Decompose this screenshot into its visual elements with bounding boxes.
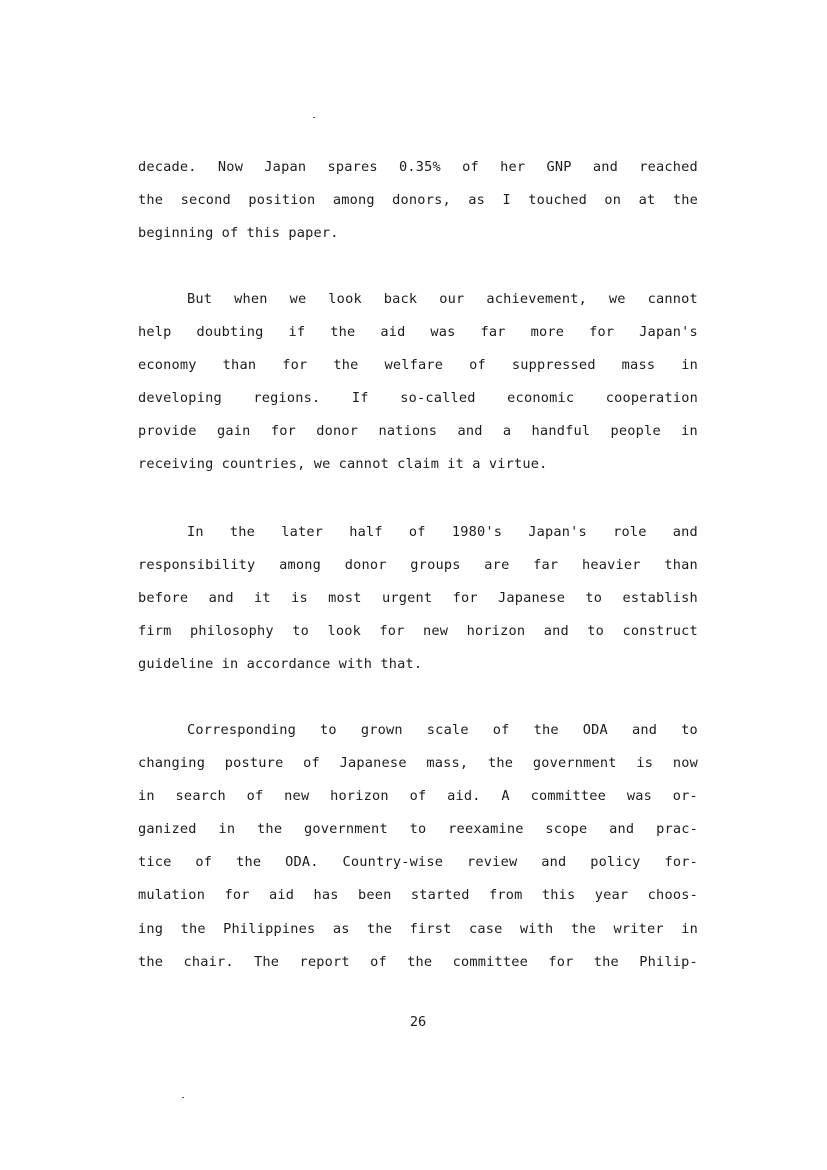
word: the [180,920,206,937]
word: and [592,159,619,175]
word: search [175,788,226,805]
word: countries, [221,456,306,473]
word: in [681,920,698,937]
word: choos- [647,887,698,904]
word: the [138,192,164,209]
word: firm [138,623,172,640]
word: to [681,722,698,738]
word: The [254,953,280,970]
word: than [222,357,257,374]
word: of [408,524,426,540]
word: started [410,887,470,904]
word: with [338,656,373,673]
word: doubting [196,324,264,341]
word: Now [217,159,244,175]
word: scope [545,821,588,838]
word: are [484,557,510,574]
word: on [604,192,622,209]
word: the [407,953,433,970]
word: the [333,357,359,374]
word: donors, [392,192,451,209]
paragraph-1 [138,151,698,250]
word: Corresponding [187,722,296,738]
word: handful [531,423,591,440]
word: tice [138,854,172,871]
word: to [292,623,310,640]
word: Japan [264,159,307,175]
word: for [548,953,574,970]
word: spares [327,159,378,175]
word: in [218,821,236,838]
word: ing [138,920,164,937]
word: reexamine [448,821,524,838]
text-line [138,913,698,946]
word: the [672,192,698,209]
word: second [180,192,231,209]
word: was [626,788,652,805]
word: people [610,423,661,440]
word: committee [452,953,529,970]
word: nations [378,423,438,440]
scan-speck-bottom [182,1097,184,1098]
text-line [138,217,698,250]
word: this [541,887,576,904]
text-line [138,316,698,349]
word: Japanese [498,590,566,607]
word: in [681,423,698,440]
word: achievement, [486,291,587,307]
word: horizon [330,788,389,805]
word: cannot [647,291,698,307]
text-line [138,151,698,184]
word: for [589,324,615,341]
word: for [452,590,478,607]
word: of [409,788,427,805]
word: 0.35% [398,159,441,175]
word: I [502,192,511,209]
word: A [501,788,510,805]
text-line [138,382,698,415]
word: far [533,557,559,574]
word: and [631,722,658,738]
word: now [672,755,698,772]
word: for [282,357,308,374]
word: touched [528,192,587,209]
word: half [349,524,383,540]
text-line [138,516,698,549]
word: of [303,755,320,772]
word: a [502,423,512,440]
word: and [208,590,234,607]
paragraph-3 [138,516,698,681]
word: been [357,887,392,904]
word: aid [380,324,406,341]
word: guideline [138,656,214,673]
word: year [594,887,629,904]
word: scale [426,722,469,738]
word: the [570,920,597,937]
word: is [636,755,654,772]
word: the [330,324,356,341]
word: mass [621,357,656,374]
word: the [367,920,393,937]
word: beginning [138,225,214,242]
text-line [138,448,698,481]
text-line [138,415,698,448]
word: and [543,623,569,640]
word: prac- [656,821,698,838]
word: receiving [138,456,214,473]
word: establish [622,590,698,607]
word: in [221,656,239,673]
word: before [138,590,189,607]
word: as [468,192,486,209]
text-line [138,946,698,979]
word: far [480,324,506,341]
word: economic [507,390,575,407]
word: or- [672,788,698,805]
word: for [224,887,250,904]
word: of [221,225,239,242]
word: we [608,291,626,307]
word: reached [639,159,698,175]
word: If [351,390,369,407]
word: But [187,291,213,307]
word: suppressed [511,357,596,374]
word: of [469,357,486,374]
word: to [320,722,337,738]
word: philosophy [189,623,274,640]
text-line [138,747,698,780]
word: new [422,623,449,640]
word: regions. [253,390,321,407]
word: so-called [400,390,476,407]
word: ODA [582,722,608,738]
word: new [284,788,310,805]
word: later [281,524,324,540]
word: GNP [546,159,572,175]
word: developing [138,390,222,407]
word: cooperation [605,390,698,407]
word: and [672,524,698,540]
text-line [138,184,698,217]
word: for- [664,854,698,871]
text-line [138,615,698,648]
word: of [195,854,213,871]
text-line [138,846,698,879]
word: in [681,357,698,374]
word: that. [380,656,423,673]
word: position [248,192,316,209]
text-line [138,549,698,582]
word: ganized [138,821,197,838]
word: horizon [466,623,526,640]
word: review [467,854,518,871]
text-line [138,349,698,382]
word: Philippines [223,920,316,937]
word: to [585,590,603,607]
word: heavier [581,557,641,574]
word: report [299,953,350,970]
word: from [488,887,523,904]
word: our [439,291,465,307]
text-line [138,879,698,912]
word: In [187,524,204,540]
word: it [447,456,465,473]
paragraph-4 [138,714,698,979]
word: for [270,423,296,440]
text-line [138,283,698,316]
word: ODA. [285,854,319,871]
word: writer [613,920,664,937]
word: more [530,324,565,341]
word: the [257,821,283,838]
word: among [332,192,375,209]
word: mass, [426,755,469,772]
word: claim [397,456,440,473]
word: than [664,557,698,574]
word: the [593,953,619,970]
word: and [609,821,635,838]
word: accordance [246,656,331,673]
word: is [291,590,308,607]
scan-speck-top [313,117,315,118]
word: virtue. [488,456,548,473]
word: the [533,722,559,738]
word: gain [216,423,251,440]
word: in [138,788,155,805]
word: the [236,854,262,871]
text-line [138,714,698,747]
word: aid. [447,788,481,805]
word: committee [530,788,607,805]
word: Philip- [639,953,698,970]
word: a [472,456,481,473]
word: Japan's [528,524,587,540]
word: Japan's [639,324,698,341]
paragraph-2 [138,283,698,482]
word: Country-wise [342,854,444,871]
word: urgent [381,590,433,607]
word: Japanese [339,755,407,772]
word: grown [360,722,403,738]
word: among [279,557,321,574]
word: groups [410,557,461,574]
word: it [254,590,271,607]
text-line [138,582,698,615]
text-line [138,780,698,813]
word: policy [590,854,641,871]
word: 1980's [451,524,503,540]
word: of [492,722,510,738]
word: the [488,755,514,772]
text-line [138,648,698,681]
word: case [468,920,503,937]
word: and [541,854,567,871]
word: help [138,324,172,341]
word: and [457,423,483,440]
word: has [313,887,339,904]
word: look [327,623,361,640]
word: role [613,524,647,540]
word: to [587,623,605,640]
word: changing [138,755,206,772]
page-number: 26 [409,1014,427,1030]
word: for [379,623,405,640]
word: chair. [183,953,234,970]
word: of [246,788,264,805]
word: provide [138,423,197,440]
word: as [332,920,350,937]
word: posture [224,755,284,772]
word: government [532,755,617,772]
word: donor [316,423,359,440]
word: this [246,225,281,242]
word: paper. [288,225,339,242]
word: at [638,192,656,209]
word: mulation [138,887,206,904]
word: aid [268,887,295,904]
word: if [288,324,306,341]
word: welfare [384,357,444,374]
word: we [289,291,307,307]
word: donor [344,557,387,574]
word: with [519,920,554,937]
word: of [462,159,479,175]
word: was [430,324,456,341]
word: to [409,821,427,838]
word: when [234,291,268,307]
word: the [138,953,164,970]
word: first [409,920,452,937]
word: cannot [338,456,389,473]
word: responsibility [138,557,256,574]
word: the [229,524,256,540]
word: decade. [138,159,197,175]
word: economy [138,357,197,374]
word: government [303,821,388,838]
text-line [138,813,698,846]
word: back [383,291,418,307]
word: construct [622,623,698,640]
word: look [328,291,362,307]
word: her [500,159,526,175]
word: of [370,953,387,970]
word: we [313,456,331,473]
word: most [328,590,362,607]
